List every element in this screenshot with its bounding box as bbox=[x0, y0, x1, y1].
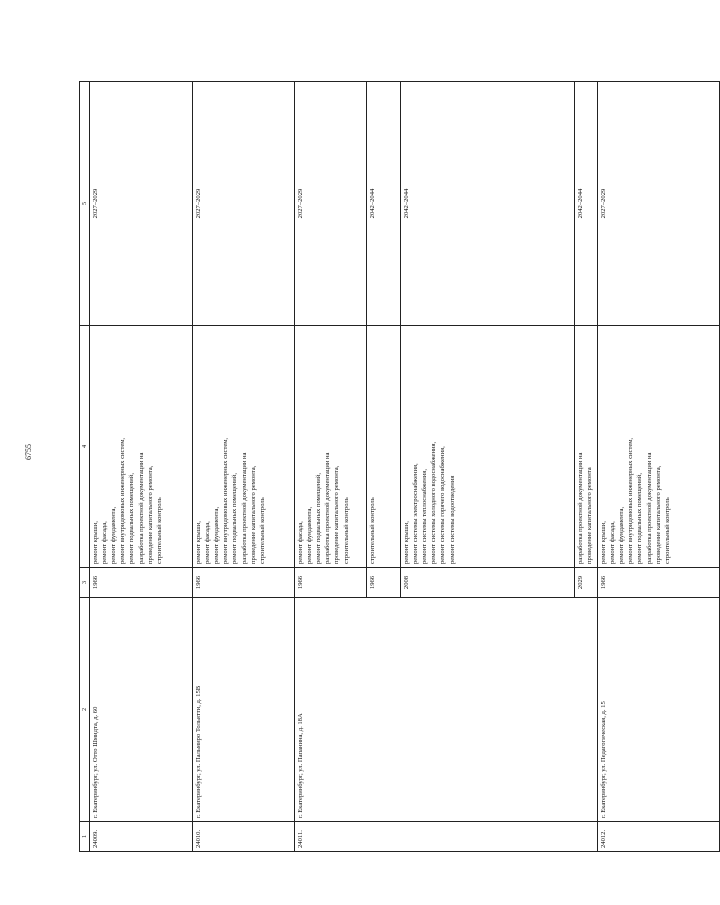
year-cell: 1966 bbox=[193, 568, 295, 598]
column-number: 4 bbox=[80, 326, 90, 568]
column-number: 2 bbox=[80, 598, 90, 822]
table-row bbox=[193, 82, 295, 852]
building-address: г. Екатеринбург, ул. Отто Шмидта, д. 60 bbox=[90, 598, 193, 822]
repair-work-line: строительный контроль bbox=[155, 497, 163, 564]
repair-work-line: ремонт фасада, bbox=[101, 521, 109, 564]
table-row bbox=[295, 82, 367, 852]
repair-work-line: ремонт системы горячего водоснабжения, bbox=[439, 446, 447, 564]
repair-work-line: разработка проектной документации на bbox=[137, 452, 145, 564]
repair-work-line: ремонт системы холодного водоснабжения, bbox=[430, 441, 438, 564]
year-cell: 2008 bbox=[401, 568, 575, 598]
year-cell: 1966 bbox=[90, 568, 193, 598]
column-numbers-row bbox=[80, 82, 90, 852]
repair-work-line: ремонт подвальных помещений, bbox=[636, 473, 644, 564]
repair-work-line: строительный контроль bbox=[663, 497, 671, 564]
repair-works-cell bbox=[295, 326, 367, 568]
building-address: г. Екатеринбург, ул. Пальмиро Тольятти, д. 15В bbox=[193, 598, 295, 822]
repair-work-line: проведение капитального ремонта, bbox=[333, 465, 341, 564]
column-number: 3 bbox=[80, 568, 90, 598]
repair-works-cell bbox=[401, 326, 575, 568]
repair-work-line: ремонт подвальных помещений, bbox=[231, 473, 239, 564]
repair-works-cell bbox=[598, 326, 720, 568]
repair-works-cell bbox=[575, 326, 598, 568]
row-number: 24009. bbox=[90, 822, 193, 852]
repair-work-line: ремонт внутридомовых инженерных систем, bbox=[222, 437, 230, 564]
repair-work-line: ремонт фасада, bbox=[297, 521, 305, 564]
repair-work-line: строительный контроль bbox=[369, 497, 377, 564]
row-number: 24012. bbox=[598, 822, 720, 852]
repair-work-line: ремонт фундамента, bbox=[110, 506, 118, 564]
repair-work-line: ремонт подвальных помещений, bbox=[315, 473, 323, 564]
repair-work-line: ремонт фундамента, bbox=[618, 506, 626, 564]
repair-work-line: разработка проектной документации на bbox=[324, 452, 332, 564]
repair-work-line: ремонт системы теплоснабжения, bbox=[421, 469, 429, 564]
building-address: г. Екатеринбург, ул. Папанина, д. 18А bbox=[295, 598, 598, 822]
repair-work-line: ремонт фундамента, bbox=[213, 506, 221, 564]
column-number: 5 bbox=[80, 82, 90, 326]
repair-work-line: ремонт фасада, bbox=[609, 521, 617, 564]
page-number: 6755 bbox=[24, 444, 33, 460]
table-row bbox=[598, 82, 720, 852]
year-cell: 1966 bbox=[598, 568, 720, 598]
year-cell: 1966 bbox=[295, 568, 367, 598]
building-address: г. Екатеринбург, ул. Педагогическая, д. 15 bbox=[598, 598, 720, 822]
repair-work-line: строительный контроль bbox=[258, 497, 266, 564]
repair-work-line: разработка проектной документации на bbox=[577, 452, 585, 564]
repair-period-cell: 2027–2029 bbox=[598, 82, 720, 326]
row-number: 24011. bbox=[295, 822, 598, 852]
repair-works-cell bbox=[367, 326, 401, 568]
repair-period-cell: 2042–2044 bbox=[401, 82, 575, 326]
repair-work-line: проведение капитального ремонта, bbox=[249, 465, 257, 564]
repair-work-line: проведение капитального ремонта, bbox=[654, 465, 662, 564]
repair-period-cell: 2027–2029 bbox=[193, 82, 295, 326]
year-cell: 1966 bbox=[367, 568, 401, 598]
column-number: 1 bbox=[80, 822, 90, 852]
repair-work-line: разработка проектной документации на bbox=[645, 452, 653, 564]
repair-work-line: проведение капитального ремонта bbox=[586, 467, 594, 564]
row-number: 24010. bbox=[193, 822, 295, 852]
repair-work-line: ремонт внутридомовых инженерных систем, bbox=[627, 437, 635, 564]
year-cell: 2029 bbox=[575, 568, 598, 598]
repair-work-line: проведение капитального ремонта, bbox=[146, 465, 154, 564]
rotated-document bbox=[79, 82, 671, 852]
repair-work-line: строительный контроль bbox=[342, 497, 350, 564]
repair-work-line: ремонт фасада, bbox=[204, 521, 212, 564]
repair-works-cell bbox=[193, 326, 295, 568]
repair-work-line: разработка проектной документации на bbox=[240, 452, 248, 564]
repair-work-line: ремонт внутридомовых инженерных систем, bbox=[119, 437, 127, 564]
repair-work-line: ремонт крыши, bbox=[92, 521, 100, 564]
repair-period-cell: 2042–2044 bbox=[367, 82, 401, 326]
repair-work-line: ремонт крыши, bbox=[403, 521, 411, 564]
repair-period-cell: 2027–2029 bbox=[295, 82, 367, 326]
repair-schedule-table bbox=[79, 81, 720, 852]
repair-work-line: ремонт системы водоотведения bbox=[448, 475, 456, 564]
repair-work-line: ремонт крыши, bbox=[600, 521, 608, 564]
repair-period-cell: 2027–2029 bbox=[90, 82, 193, 326]
table-row bbox=[90, 82, 193, 852]
repair-work-line: ремонт крыши, bbox=[195, 521, 203, 564]
repair-work-line: ремонт фундамента, bbox=[306, 506, 314, 564]
repair-work-line: ремонт подвальных помещений, bbox=[128, 473, 136, 564]
repair-period-cell: 2042–2044 bbox=[575, 82, 598, 326]
repair-work-line: ремонт системы электроснабжения, bbox=[412, 463, 420, 564]
repair-works-cell bbox=[90, 326, 193, 568]
